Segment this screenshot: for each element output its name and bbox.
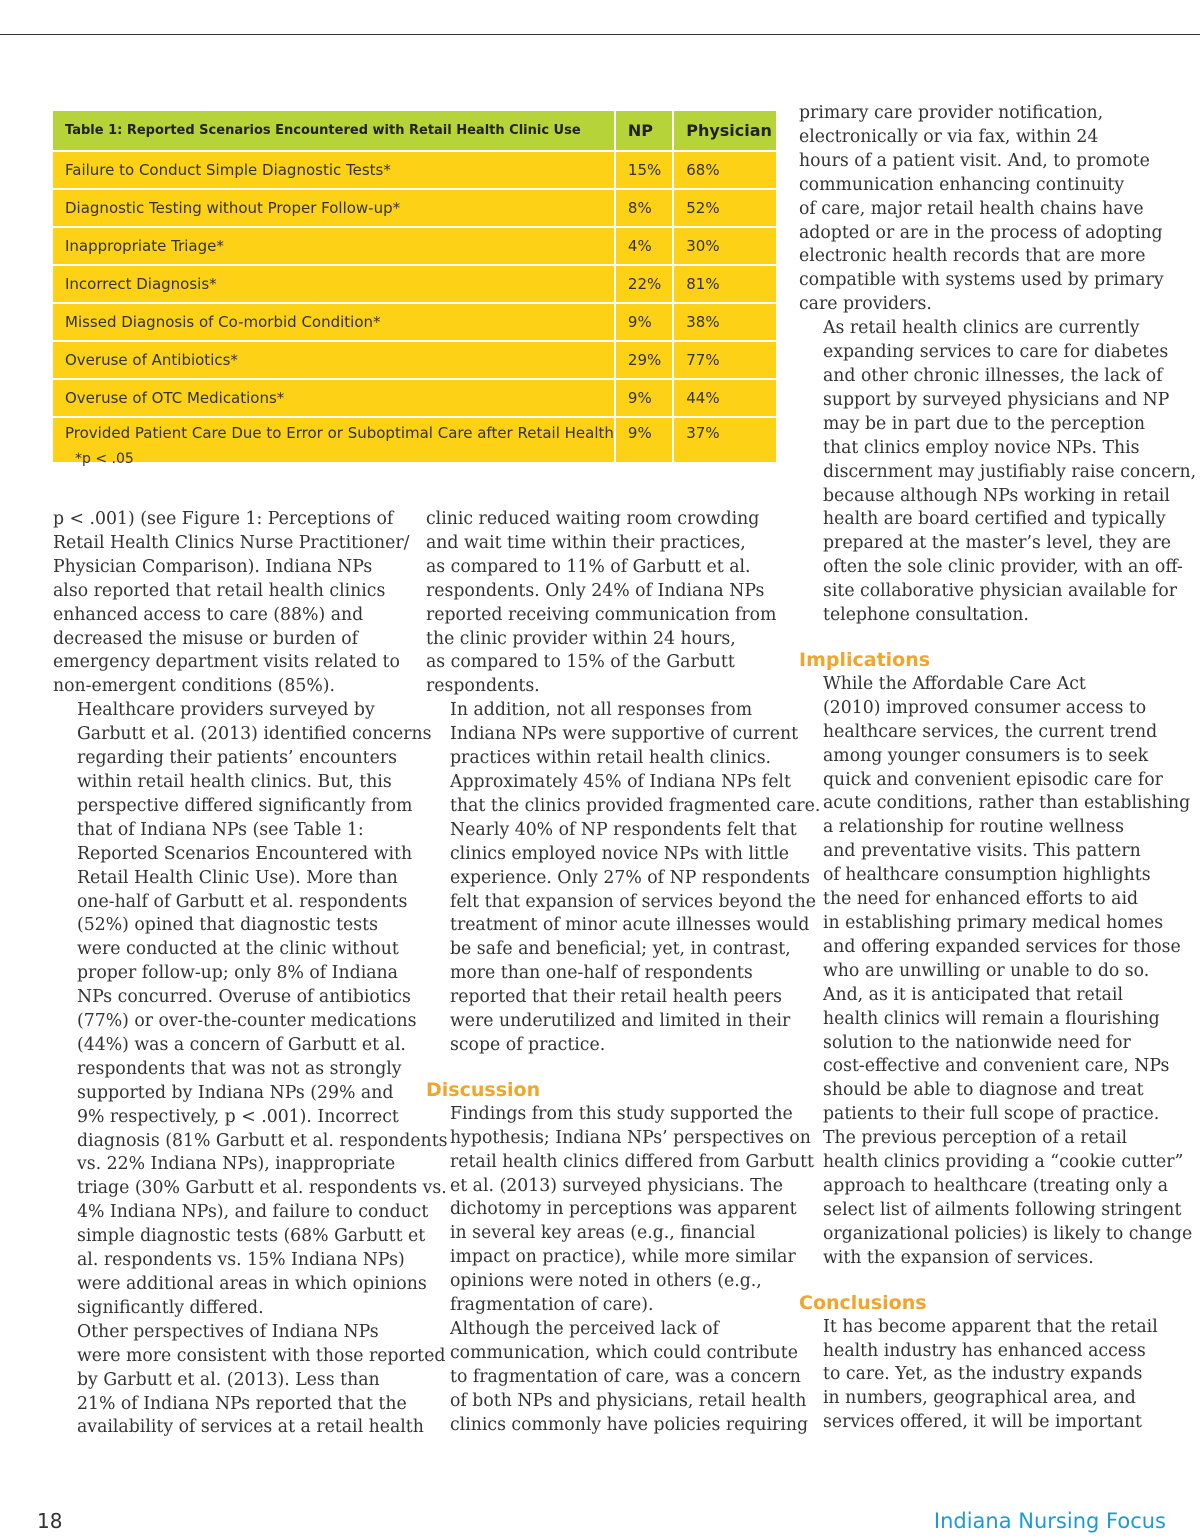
text-line: of healthcare consumption highlights xyxy=(823,865,1151,886)
scenarios-table xyxy=(53,111,776,462)
np-value: 4% xyxy=(615,227,673,265)
text-line: telephone consultation. xyxy=(823,605,1029,626)
text-line: because although NPs working in retail xyxy=(823,485,1170,506)
text-line: in numbers, geographical area, and xyxy=(823,1388,1136,1409)
text-line: to care. Yet, as the industry expands xyxy=(823,1364,1143,1385)
text-line: dichotomy in perceptions was apparent xyxy=(450,1199,797,1220)
table-row xyxy=(53,379,776,417)
text-line: discernment may justifiably raise concern, xyxy=(823,461,1197,482)
np-value: 22% xyxy=(615,265,673,303)
text-line: that the clinics provided fragmented care. xyxy=(450,795,821,816)
column-header-np: NP xyxy=(615,111,673,151)
text-line: health industry has enhanced access xyxy=(823,1340,1146,1361)
text-line: were more consistent with those reported xyxy=(77,1345,446,1366)
text-line: hours of a patient visit. And, to promote xyxy=(799,150,1150,171)
paragraph xyxy=(426,508,786,699)
text-line: were conducted at the clinic without xyxy=(77,939,399,960)
text-line: the clinic provider within 24 hours, xyxy=(426,628,736,649)
text-line: perspective differed significantly from xyxy=(77,795,413,816)
section-heading-conclusions: Conclusions xyxy=(799,1291,927,1314)
text-line: with the expansion of services. xyxy=(823,1247,1094,1268)
paragraph xyxy=(426,1318,809,1438)
text-line: often the sole clinic provider, with an off- xyxy=(823,557,1183,578)
text-line: respondents. xyxy=(426,676,540,697)
physician-value: 38% xyxy=(673,303,776,341)
text-line: hypothesis; Indiana NPs’ perspectives on xyxy=(450,1127,811,1148)
text-line: by Garbutt et al. (2013). Less than xyxy=(77,1369,380,1390)
text-line: respondents that was not as strongly xyxy=(77,1058,402,1079)
paragraph xyxy=(53,1321,446,1441)
table-row xyxy=(53,189,776,227)
text-line: site collaborative physician available for xyxy=(823,581,1178,602)
paragraph xyxy=(799,1316,1159,1436)
text-line: select list of ailments following stringent xyxy=(823,1199,1182,1220)
text-line: as compared to 11% of Garbutt et al. xyxy=(426,556,751,577)
row-label: Missed Diagnosis of Co-morbid Condition* xyxy=(53,303,615,341)
physician-value: 44% xyxy=(673,379,776,417)
text-line: p < .001) (see Figure 1: Perceptions of xyxy=(53,509,394,529)
text-line: Other perspectives of Indiana NPs xyxy=(77,1321,379,1342)
text-line: health are board certified and typically xyxy=(823,509,1166,530)
text-line: in establishing primary medical homes xyxy=(823,913,1164,933)
text-line: primary care provider notification, xyxy=(799,103,1104,123)
text-line: (77%) or over-the-counter medications xyxy=(77,1011,417,1032)
text-line: decreased the misuse or burden of xyxy=(53,628,359,649)
text-line: expanding services to care for diabetes xyxy=(823,342,1169,363)
text-line: significantly differed. xyxy=(77,1297,264,1318)
text-line: retail health clinics differed from Garbutt xyxy=(450,1151,814,1172)
text-line: supported by Indiana NPs (29% and xyxy=(77,1082,394,1103)
physician-value: 81% xyxy=(673,265,776,303)
text-line: scope of practice. xyxy=(450,1034,606,1055)
text-line: Physician Comparison). Indiana NPs xyxy=(53,556,373,577)
text-line: reported receiving communication from xyxy=(426,604,777,625)
text-line: were underutilized and limited in their xyxy=(450,1011,791,1032)
text-line: Findings from this study supported the xyxy=(450,1103,793,1124)
row-label: Incorrect Diagnosis* xyxy=(53,265,615,303)
text-line: Retail Health Clinic Use). More than xyxy=(77,867,398,888)
text-line: 4% Indiana NPs), and failure to conduct xyxy=(77,1202,429,1223)
physician-value: 68% xyxy=(673,151,776,189)
row-label: Provided Patient Care Due to Error or Suboptimal Care after Retail Health xyxy=(53,417,615,462)
row-label: Overuse of OTC Medications* xyxy=(53,379,615,417)
text-line: health clinics will remain a flourishing xyxy=(823,1008,1160,1029)
text-line: support by surveyed physicians and NP xyxy=(823,389,1170,410)
text-line: compatible with systems used by primary xyxy=(799,270,1164,291)
text-line: that of Indiana NPs (see Table 1: xyxy=(77,819,364,840)
text-line: services offered, it will be important xyxy=(823,1412,1142,1433)
np-value: 9% xyxy=(615,303,673,341)
text-line: among younger consumers is to seek xyxy=(823,745,1149,766)
text-line: approach to healthcare (treating only a xyxy=(823,1175,1169,1196)
physician-value: 77% xyxy=(673,341,776,379)
text-line: and preventative visits. This pattern xyxy=(823,841,1141,862)
np-value: 9% xyxy=(615,417,673,462)
text-line: felt that expansion of services beyond the xyxy=(450,891,816,912)
np-value: 9% xyxy=(615,379,673,417)
text-line: electronically or via fax, within 24 xyxy=(799,126,1099,147)
text-line: Nearly 40% of NP respondents felt that xyxy=(450,819,797,840)
column-3 xyxy=(799,102,1197,1435)
text-line: Indiana NPs were supportive of current xyxy=(450,724,799,745)
text-line: The previous perception of a retail xyxy=(823,1128,1128,1149)
text-line: In addition, not all responses from xyxy=(450,700,753,721)
text-line: who are unwilling or unable to do so. xyxy=(823,960,1150,981)
text-line: and wait time within their practices, xyxy=(426,532,746,553)
text-line: of both NPs and physicians, retail health xyxy=(450,1390,807,1411)
np-value: 29% xyxy=(615,341,673,379)
text-line: diagnosis (81% Garbutt et al. respondents xyxy=(77,1130,448,1151)
text-line: Healthcare providers surveyed by xyxy=(77,700,375,721)
paragraph xyxy=(799,317,1197,628)
text-line: should be able to diagnose and treat xyxy=(823,1080,1144,1101)
table-row xyxy=(53,303,776,341)
text-line: within retail health clinics. But, this xyxy=(77,771,392,792)
text-line: more than one-half of respondents xyxy=(450,963,753,984)
text-line: (44%) was a concern of Garbutt et al. xyxy=(77,1034,406,1055)
text-line: Approximately 45% of Indiana NPs felt xyxy=(450,771,791,792)
text-line: communication enhancing continuity xyxy=(799,174,1125,195)
paragraph xyxy=(426,699,821,1058)
text-line: Although the perceived lack of xyxy=(450,1319,719,1339)
table-row xyxy=(53,151,776,189)
physician-value: 52% xyxy=(673,189,776,227)
text-line: clinics employed novice NPs with little xyxy=(450,843,790,864)
text-line: impact on practice), while more similar xyxy=(450,1247,796,1268)
text-line: healthcare services, the current trend xyxy=(823,721,1158,742)
table-header-row xyxy=(53,111,776,151)
np-value: 15% xyxy=(615,151,673,189)
text-line: Reported Scenarios Encountered with xyxy=(77,843,413,864)
text-line: and other chronic illnesses, the lack of xyxy=(823,365,1163,386)
text-line: simple diagnostic tests (68% Garbutt et xyxy=(77,1226,426,1247)
page-number: 18 xyxy=(37,1509,63,1533)
row-label: Failure to Conduct Simple Diagnostic Tests* xyxy=(53,151,615,189)
text-line: 9% respectively, p < .001). Incorrect xyxy=(77,1106,399,1127)
physician-value: 37% xyxy=(673,417,776,462)
text-line: al. respondents vs. 15% Indiana NPs) xyxy=(77,1250,405,1271)
text-line: proper follow-up; only 8% of Indiana xyxy=(77,963,398,984)
text-line: experience. Only 27% of NP respondents xyxy=(450,867,811,888)
text-line: to fragmentation of care, was a concern xyxy=(450,1366,801,1387)
paragraph xyxy=(799,673,1193,1271)
text-line: respondents. Only 24% of Indiana NPs xyxy=(426,580,765,601)
text-line: practices within retail health clinics. xyxy=(450,748,772,769)
text-line: As retail health clinics are currently xyxy=(823,318,1140,339)
row-label: Overuse of Antibiotics* xyxy=(53,341,615,379)
text-line: prepared at the master’s level, they are xyxy=(823,533,1171,554)
text-line: regarding their patients’ encounters xyxy=(77,748,397,769)
text-line: be safe and beneficial; yet, in contrast, xyxy=(450,939,791,960)
table-row xyxy=(53,417,776,462)
text-line: It has become apparent that the retail xyxy=(823,1316,1158,1337)
text-line: availability of services at a retail health xyxy=(77,1417,424,1438)
text-line: of care, major retail health chains have xyxy=(799,198,1144,219)
table-row xyxy=(53,265,776,303)
np-value: 8% xyxy=(615,189,673,227)
table-row xyxy=(53,227,776,265)
text-line: Garbutt et al. (2013) identified concerns xyxy=(77,724,432,745)
text-line: emergency department visits related to xyxy=(53,652,400,673)
column-1 xyxy=(53,508,448,1440)
paragraph xyxy=(799,102,1164,317)
table-title: Table 1: Reported Scenarios Encountered with Retail Health Clinic Use xyxy=(53,111,615,151)
text-line: one-half of Garbutt et al. respondents xyxy=(77,891,408,912)
text-line: and offering expanded services for those xyxy=(823,936,1181,957)
text-line: quick and convenient episodic care for xyxy=(823,769,1163,790)
text-line: may be in part due to the perception xyxy=(823,413,1146,434)
text-line: treatment of minor acute illnesses would xyxy=(450,915,810,936)
text-line: cost-effective and convenient care, NPs xyxy=(823,1056,1170,1077)
paragraph xyxy=(53,508,413,699)
magazine-title: Indiana Nursing Focus xyxy=(933,1509,1166,1533)
text-line: were additional areas in which opinions xyxy=(77,1274,427,1294)
text-line: reported that their retail health peers xyxy=(450,987,783,1008)
paragraph xyxy=(426,1103,814,1318)
top-rule xyxy=(0,34,1200,35)
text-line: non-emergent conditions (85%). xyxy=(53,676,336,697)
text-line: et al. (2013) surveyed physicians. The xyxy=(450,1175,783,1196)
text-line: adopted or are in the process of adopting xyxy=(799,222,1163,243)
text-line: acute conditions, rather than establishing xyxy=(823,793,1191,814)
text-line: Retail Health Clinics Nurse Practitioner/ xyxy=(53,532,410,553)
text-line: 21% of Indiana NPs reported that the xyxy=(77,1393,407,1414)
text-line: care providers. xyxy=(799,294,932,315)
text-line: solution to the nationwide need for xyxy=(823,1032,1131,1053)
text-line: also reported that retail health clinics xyxy=(53,580,386,601)
text-line: as compared to 15% of the Garbutt xyxy=(426,652,735,673)
paragraph xyxy=(53,699,448,1321)
row-label: Inappropriate Triage* xyxy=(53,227,615,265)
text-line: the need for enhanced efforts to aid xyxy=(823,889,1139,910)
physician-value: 30% xyxy=(673,227,776,265)
column-2 xyxy=(426,508,821,1438)
table-footnote: *p < .05 xyxy=(75,451,134,467)
text-line: And, as it is anticipated that retail xyxy=(823,984,1123,1005)
section-heading-implications: Implications xyxy=(799,648,931,671)
text-line: health clinics providing a “cookie cutter” xyxy=(823,1152,1184,1173)
text-line: organizational policies) is likely to change xyxy=(823,1223,1193,1244)
text-line: vs. 22% Indiana NPs), inappropriate xyxy=(77,1154,396,1175)
text-line: electronic health records that are more xyxy=(799,246,1146,267)
text-line: triage (30% Garbutt et al. respondents vs. xyxy=(77,1178,447,1199)
text-line: a relationship for routine wellness xyxy=(823,817,1125,838)
row-label: Diagnostic Testing without Proper Follow-up* xyxy=(53,189,615,227)
text-line: clinics commonly have policies requiring xyxy=(450,1414,809,1435)
text-line: (2010) improved consumer access to xyxy=(823,697,1147,718)
text-line: fragmentation of care). xyxy=(450,1295,654,1316)
column-header-physician: Physician xyxy=(673,111,776,151)
text-line: opinions were noted in others (e.g., xyxy=(450,1271,762,1292)
table-1 xyxy=(53,111,776,451)
text-line: communication, which could contribute xyxy=(450,1342,798,1363)
text-line: NPs concurred. Overuse of antibiotics xyxy=(77,987,411,1008)
text-line: patients to their full scope of practice. xyxy=(823,1104,1160,1125)
text-line: enhanced access to care (88%) and xyxy=(53,604,364,625)
text-line: in several key areas (e.g., financial xyxy=(450,1223,756,1244)
text-line: (52%) opined that diagnostic tests xyxy=(77,915,378,936)
table-row xyxy=(53,341,776,379)
text-line: that clinics employ novice NPs. This xyxy=(823,437,1140,458)
section-heading-discussion: Discussion xyxy=(426,1078,541,1101)
text-line: While the Affordable Care Act xyxy=(823,673,1086,694)
text-line: clinic reduced waiting room crowding xyxy=(426,509,760,529)
